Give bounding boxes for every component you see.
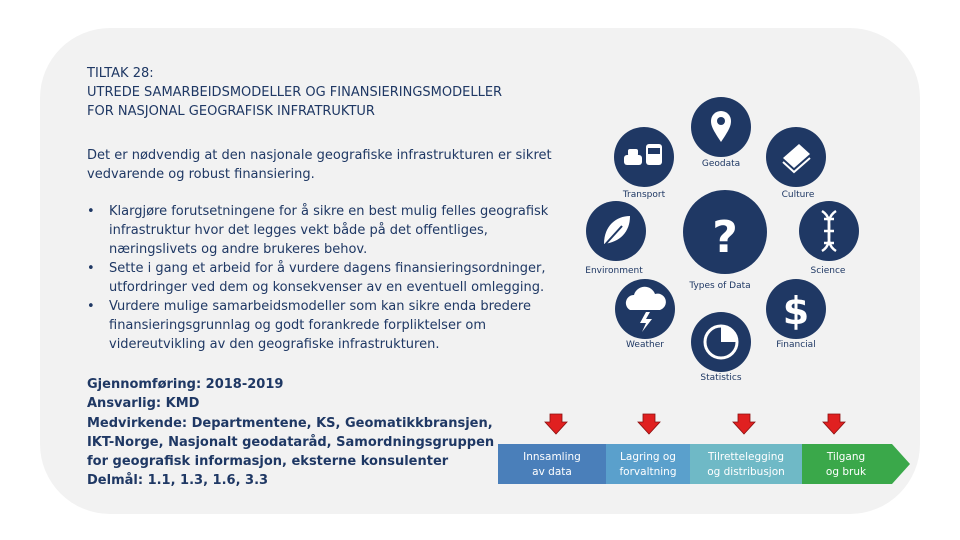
details-block — [87, 375, 495, 491]
step-1-line-2: av data — [532, 466, 572, 478]
step-4-line-2: og bruk — [825, 466, 867, 478]
process-step-1 — [498, 444, 606, 484]
bullet-text: Klargjøre forutsetningene for å sikre en best mulig felles geografisk infrastruktur hvor det legges vekt både på det offentliges, næringslivets og andre brukeres behov. — [109, 204, 549, 257]
title-line-1: TILTAK 28: — [87, 66, 154, 81]
title-line-3: FOR NASJONAL GEOGRAFISK INFRATRUKTUR — [87, 104, 375, 119]
step-2-line-1: Lagring og — [620, 451, 676, 463]
list-item — [87, 202, 557, 259]
detail-responsible: Ansvarlig: KMD — [87, 396, 200, 412]
detail-participants: Medvirkende: Departmentene, KS, Geomatikkbransjen, — [87, 415, 493, 431]
title-line-2: UTREDE SAMARBEIDSMODELLER OG FINANSIERINGSMODELLER — [87, 85, 503, 100]
bullet-text: Sette i gang et arbeid for å vurdere dagens finansieringsordninger, utfordringer ved dem og konsekvenser av en eventuell omlegging. — [109, 261, 546, 295]
process-step-3 — [690, 444, 802, 484]
down-arrow-icon — [545, 414, 845, 434]
culture-label: Culture — [781, 190, 815, 200]
weather-label: Weather — [626, 340, 664, 350]
process-step-4 — [802, 444, 910, 484]
process-step-2 — [606, 444, 690, 484]
geodata-label: Geodata — [701, 159, 741, 169]
detail-participants-3: for geografisk informasjon, eksterne konsulenter — [87, 454, 449, 470]
transport-circle — [614, 127, 674, 187]
detail-goals: Delmål: 1.1, 1.3, 1.6, 3.3 — [87, 473, 269, 489]
step-4-line-1: Tilgang — [826, 451, 866, 463]
intro-paragraph: Det er nødvendig at den nasjonale geografiske infrastrukturen er sikret vedvarende og robust finansiering. — [87, 148, 552, 182]
bullet-list — [87, 202, 557, 354]
page-title — [87, 64, 587, 121]
dollar-icon: $ — [782, 289, 810, 333]
step-3-line-1: Tilrettelegging — [707, 451, 785, 463]
statistics-label: Statistics — [700, 373, 742, 382]
list-item — [87, 297, 557, 354]
bullet-marker: • — [87, 204, 95, 219]
transport-label: Transport — [622, 190, 666, 200]
question-icon: ? — [712, 212, 738, 263]
step-3-line-2: og distribusjon — [707, 466, 785, 478]
science-label: Science — [810, 266, 846, 276]
detail-implementation: Gjennomføring: 2018-2019 — [87, 377, 284, 392]
bullet-marker: • — [87, 261, 95, 276]
bullet-text: Vurdere mulige samarbeidsmodeller som kan sikre enda bredere finansieringsgrunnlag og godt forankrede forpliktelser om videreutvikling av den geografiske infrastrukturen. — [109, 299, 531, 352]
list-item — [87, 259, 557, 297]
process-arrow — [496, 410, 916, 488]
detail-participants-2: IKT-Norge, Nasjonalt geodataråd, Samordningsgruppen — [87, 434, 495, 450]
data-types-wheel — [580, 92, 870, 382]
step-1-line-1: Innsamling — [523, 451, 581, 463]
bullet-marker: • — [87, 299, 95, 314]
center-label: Types of Data — [689, 281, 751, 291]
environment-label: Environment — [585, 266, 643, 276]
step-2-line-2: forvaltning — [619, 466, 677, 478]
financial-label: Financial — [776, 340, 816, 350]
